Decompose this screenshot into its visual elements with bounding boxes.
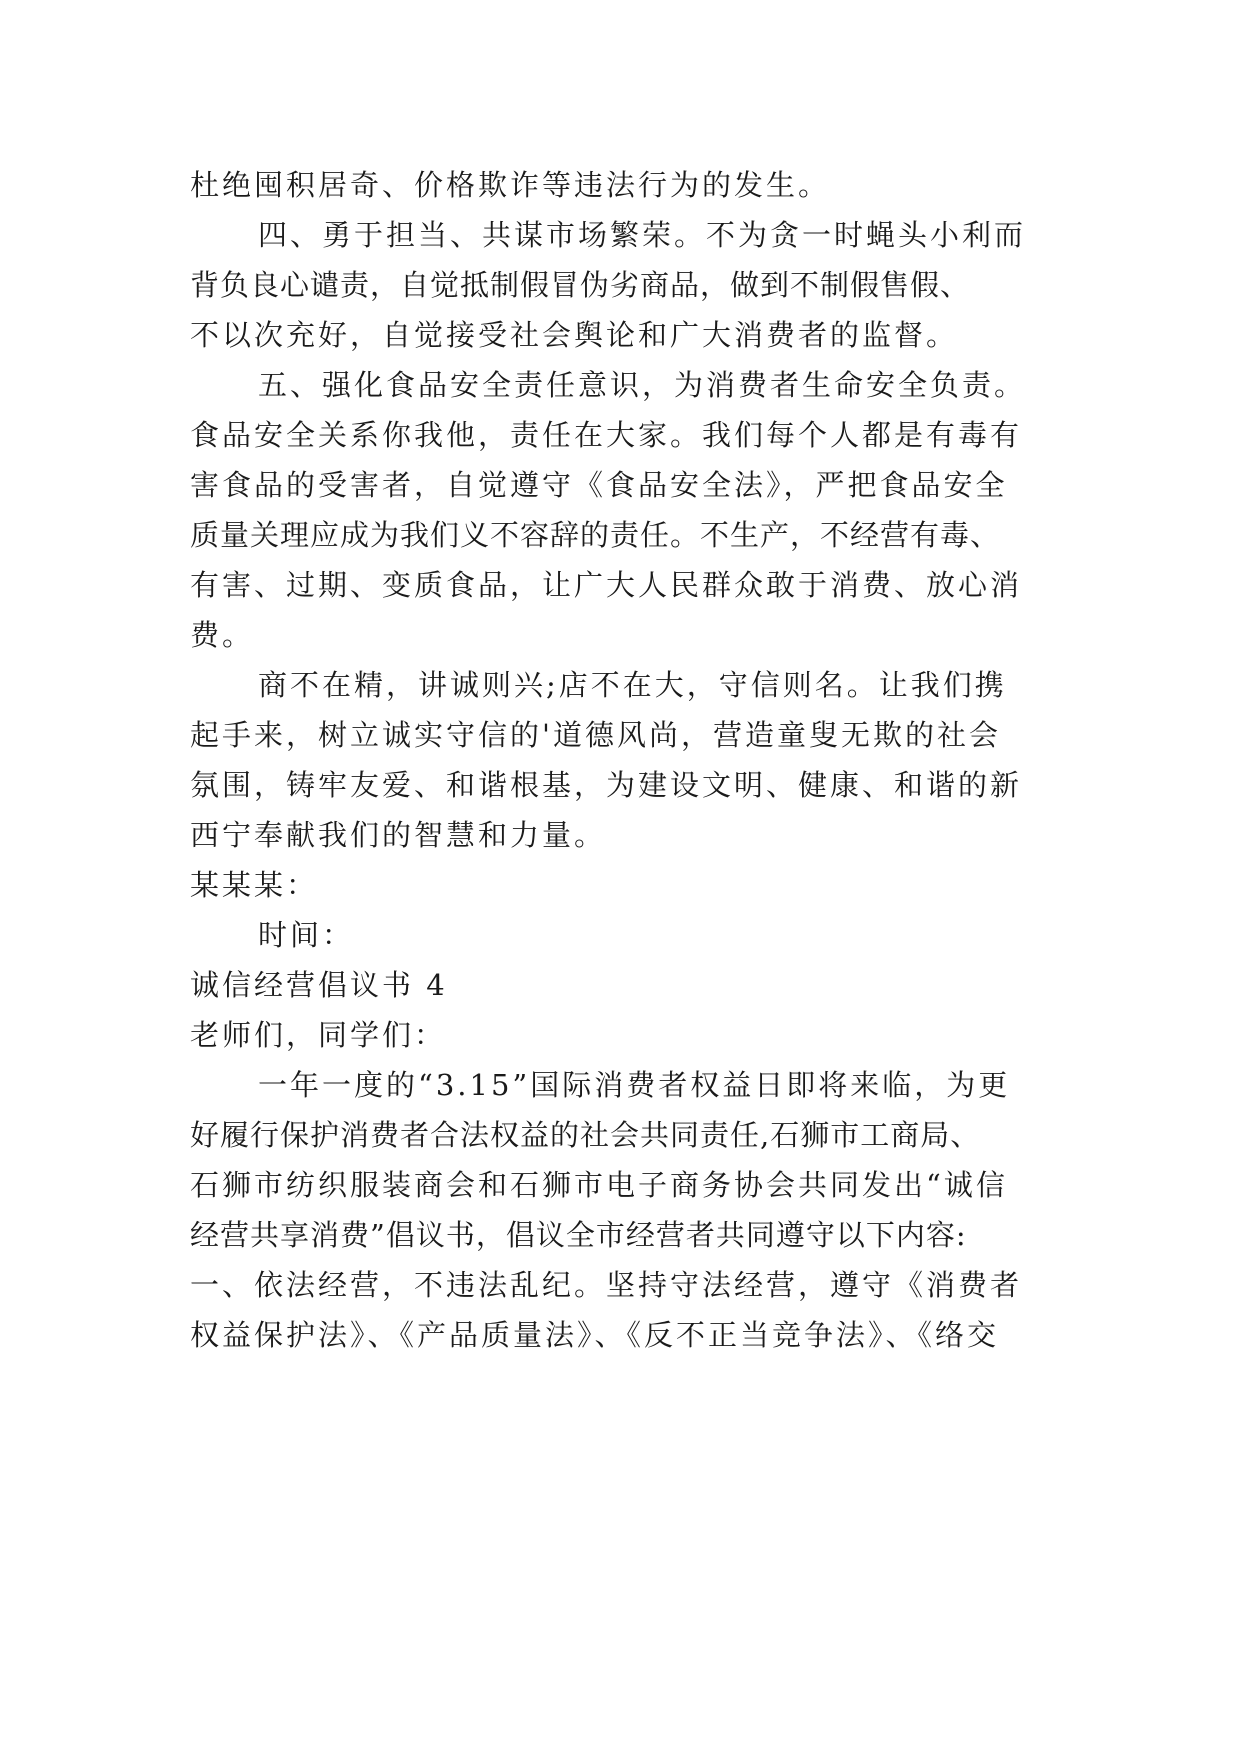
text-line: 氛围，铸牢友爱、和谐根基，为建设文明、健康、和谐的新 — [190, 768, 1023, 802]
text-line: 背负良心谴责，自觉抵制假冒伪劣商品，做到不制假售假、 — [190, 268, 971, 302]
text-line: 杜绝囤积居奇、价格欺诈等违法行为的发生。 — [190, 168, 831, 202]
date-line: 时间： — [258, 918, 355, 952]
text-line: 五、强化食品安全责任意识，为消费者生命安全负责。 — [258, 368, 1027, 402]
text-line: 一年一度的“3.15”国际消费者权益日即将来临，为更 — [258, 1068, 1011, 1102]
text-line: 有害、过期、变质食品，让广大人民群众敢于消费、放心消 — [190, 568, 1023, 602]
text-line: 石狮市纺织服装商会和石狮市电子商务协会共同发出“诚信 — [190, 1168, 1008, 1202]
signature-line: 某某某： — [190, 868, 319, 902]
salutation: 老师们，同学们： — [190, 1018, 447, 1052]
text-line: 一、依法经营，不违法乱纪。坚持守法经营，遵守《消费者 — [190, 1268, 1023, 1302]
text-line: 质量关理应成为我们义不容辞的责任。不生产，不经营有毒、 — [190, 518, 1001, 552]
text-line: 好履行保护消费者合法权益的社会共同责任,石狮市工商局、 — [190, 1118, 981, 1152]
text-line: 经营共享消费”倡议书，倡议全市经营者共同遵守以下内容: — [190, 1218, 967, 1252]
text-line: 不以次充好，自觉接受社会舆论和广大消费者的监督。 — [190, 318, 959, 352]
document-page — [190, 160, 1060, 1360]
text-line: 食品安全关系你我他，责任在大家。我们每个人都是有毒有 — [190, 418, 1023, 452]
text-line: 商不在精，讲诚则兴;店不在大，守信则名。让我们携 — [258, 668, 1007, 702]
text-line: 四、勇于担当、共谋市场繁荣。不为贪一时蝇头小利而 — [258, 218, 1027, 252]
text-line: 费。 — [190, 618, 255, 652]
text-line: 害食品的受害者，自觉遵守《食品安全法》，严把食品安全 — [190, 468, 1008, 502]
text-line: 权益保护法》、《产品质量法》、《反不正当竞争法》、《络交 — [190, 1318, 1000, 1352]
section-title: 诚信经营倡议书 4 — [190, 968, 448, 1002]
text-line: 起手来，树立诚实守信的'道德风尚，营造童叟无欺的社会 — [190, 718, 1001, 752]
text-line: 西宁奉献我们的智慧和力量。 — [190, 818, 607, 852]
